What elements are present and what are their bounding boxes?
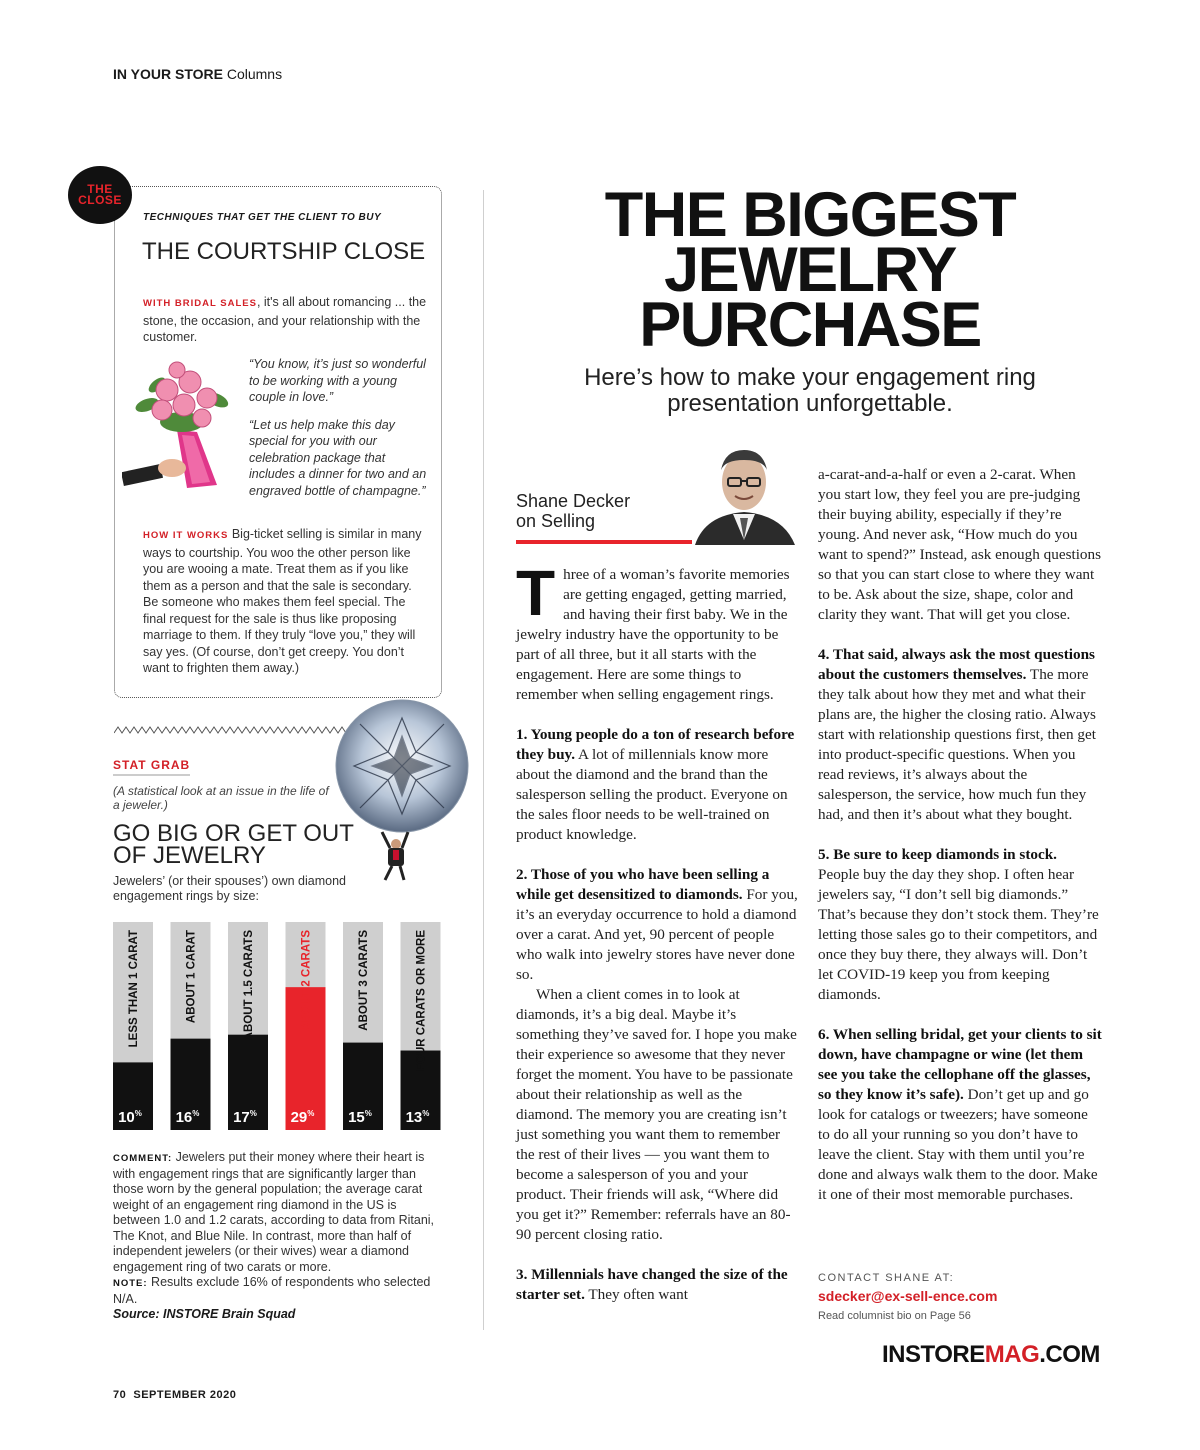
lead-text: , it's all about romancing ... the stone, the occasion, and your relationship with the customer. <box>143 295 427 344</box>
stat-comment <box>113 1150 445 1307</box>
byline-column: on Selling <box>516 511 596 531</box>
article-headline <box>540 180 1080 360</box>
comment-label: COMMENT: <box>113 1153 173 1164</box>
bar-category-label: FOUR CARATS OR MORE <box>415 930 428 1071</box>
bar-value-label: 17% <box>233 1109 257 1126</box>
stat-grab-subtitle: (A statistical look at an issue in the life of a jeweler.) <box>113 784 329 812</box>
publication-url[interactable]: INSTOREMAG.COM <box>882 1341 1100 1368</box>
lead-label: WITH BRIDAL SALES <box>143 298 257 309</box>
byline <box>516 491 630 531</box>
bar-category-label: ABOUT 1.5 CARATS <box>243 930 255 1041</box>
how-text: Big-ticket selling is similar in many ways to courtship. You woo the other person like you are wooing a mate. Treat them as if you like them as a person and that the sale is secondary. Be someone who makes them feel special. The final request for the sale is thus like proposing marriage to them. If they truly “love you,” they will say yes. (Of course, don’t get creepy. You don’t want to frighten them away.) <box>143 527 422 675</box>
author-portrait <box>685 440 803 545</box>
the-close-badge <box>68 166 132 224</box>
section-name: IN YOUR STORE <box>113 66 223 82</box>
ring-size-bar-chart <box>113 922 451 1142</box>
bar-value-label: 29% <box>290 1109 315 1126</box>
comment-text: Jewelers put their money where their heart is with engagement rings that are significantly larger than those worn by the general population; the average carat weight of an engagement ring diamond in the US is between 1.0 and 1.2 carats, according to data from Ritani, The Knot, and Blue Nile. In contrast, more than half of independent jewelers (or their wives) wear a diamond engagement ring of two carats or more. <box>113 1150 435 1274</box>
article-column-1 <box>516 557 798 1325</box>
diamond-lift-image <box>330 696 470 882</box>
subsection-name: Columns <box>226 66 283 82</box>
how-label: HOW IT WORKS <box>143 530 229 541</box>
bar-category-label: ABOUT 1 CARAT <box>185 930 198 1024</box>
tip-3-continued: a-carat-and-a-half or even a 2-carat. When you start low, they feel you are pre-judging their buying ability, especially if they’re young. And never ask, “How much do you want to spend?” Instead, ask enough questions so that you can start close to where they want to be. Ask about the size, shape, color and clarity they want. That will get you close. <box>818 466 1102 623</box>
bar-category-label: LESS THAN 1 CARAT <box>128 930 140 1048</box>
headline-line-2: JEWELRY <box>664 235 956 305</box>
tip-2: 2. Those of you who have been selling a while get desensitized to diamonds. For you, it’s an everyday occurrence to hold a diamond over a carat. And yet, 90 percent of people who walk into jewelry stores have never done so. <box>516 866 798 983</box>
headline-line-1: THE BIGGEST <box>604 180 1016 250</box>
bar-value-label: 16% <box>175 1109 200 1126</box>
bar-category-label: ABOUT 3 CARATS <box>358 930 370 1031</box>
close-kicker: TECHNIQUES THAT GET THE CLIENT TO BUY <box>143 212 382 223</box>
note-label: NOTE: <box>113 1278 148 1289</box>
tip-3: 3. Millennials have changed the size of the starter set. They often want <box>516 1266 788 1303</box>
bar <box>171 1039 211 1102</box>
contact-email-link[interactable]: sdecker@ex-sell-ence.com <box>818 1288 998 1304</box>
tip-1: 1. Young people do a ton of research before they buy. A lot of millennials know more about the diamond and the brand than the salesperson selling the product. Everyone on the sales floor needs to be well-trained on product knowledge. <box>516 726 795 843</box>
bar-value-label: 13% <box>405 1109 430 1126</box>
bar <box>113 1062 153 1102</box>
tip-5: 5. Be sure to keep diamonds in stock. People buy the day they shop. I often hear jewelers say, “I don’t sell big diamonds.” That’s because they don’t stock them. They’re letting those sales go to their competitors, and once they buy there, they always will. Don’t let COVID-19 keep you from keeping diamonds. <box>818 846 1099 1003</box>
rose-bouquet-image <box>122 360 242 495</box>
issue-date: SEPTEMBER 2020 <box>133 1389 237 1401</box>
page-number: 70 <box>113 1389 127 1401</box>
stat-source: Source: INSTORE Brain Squad <box>113 1307 296 1321</box>
tip-2-continued: When a client comes in to look at diamonds, it’s a big deal. Maybe it’s something they’ve saved for. I hope you make their experience so awesome that they never forget the moment. You have to be passionate about their relationship as well as the diamond. The memory you are creating isn’t just something you want them to remember the rest of their lives — you want them to become a salesperson of you and your product. Their friends will ask, “Where did you get it?” Remember: referrals have an 80-90 percent closing ratio. <box>516 986 797 1243</box>
bar <box>228 1035 268 1102</box>
stat-grab-title: GO BIG OR GET OUT OF JEWELRY <box>113 820 354 869</box>
tip-4: 4. That said, always ask the most questions about the customers themselves. The more they talk about how they met and what their plans are, the higher the closing ratio. Always start with relationship questions first, then get into product-specific questions. When you read reviews, it’s always about the salesperson, the service, how much fun they had, and then it’s about what they bought. <box>818 646 1096 823</box>
contact-label: CONTACT SHANE AT: <box>818 1272 955 1284</box>
tip-6: 6. When selling bridal, get your clients to sit down, have champagne or wine (let them see you take the cellophane off the glasses, so they know it’s safe). Don’t get up and go look for catalogs or tweezers; have someone to do all your running so you don’t have to leave the client. Stay with them until you’re done and always walk them to the door. Make it one of their most memorable purchases. <box>818 1026 1102 1203</box>
byline-author: Shane Decker <box>516 491 631 511</box>
column-divider <box>483 190 484 1330</box>
note-text: Results exclude 16% of respondents who selected N/A. <box>113 1275 431 1306</box>
quote-1: “You know, it’s just so wonderful to be working with a young couple in love.” <box>249 357 426 404</box>
badge-line-1: THE <box>87 182 113 196</box>
courtship-close-title: THE COURTSHIP CLOSE <box>142 238 426 265</box>
quote-2: “Let us help make this day special for you with our celebration package that includes a dinner for two and an engraved bottle of champagne.” <box>249 417 427 498</box>
bar-value-label: 15% <box>348 1109 372 1126</box>
bar-value-label: 10% <box>118 1109 142 1126</box>
sample-quotes <box>249 356 429 510</box>
page-folio <box>113 1389 236 1401</box>
courtship-lead <box>143 294 428 346</box>
article-deck: Here’s how to make your engagement ring presentation unforgettable. <box>584 364 1036 417</box>
stat-grab-description: Jewelers’ (or their spouses’) own diamond engagement rings by size: <box>113 874 346 903</box>
bar-category-label: ABOUT 2 CARATS <box>300 930 313 1031</box>
drop-cap: T <box>516 557 556 629</box>
byline-red-rule <box>516 540 692 544</box>
columnist-bio-note: Read columnist bio on Page 56 <box>818 1310 971 1322</box>
how-it-works <box>143 526 426 677</box>
badge-line-2: CLOSE <box>78 193 122 207</box>
stat-grab-label: STAT GRAB <box>113 758 190 776</box>
intro-paragraph: Three of a woman’s favorite memories are getting engaged, getting married, and having their first baby. We in the jewelry industry have the opportunity to be part of all three, but it all starts with the engagement. Here are some things to remember when selling engagement rings. <box>516 557 790 703</box>
article-column-2 <box>818 465 1102 1225</box>
headline-line-3: PURCHASE <box>639 290 981 360</box>
bar <box>343 1043 383 1102</box>
section-header <box>113 66 282 82</box>
